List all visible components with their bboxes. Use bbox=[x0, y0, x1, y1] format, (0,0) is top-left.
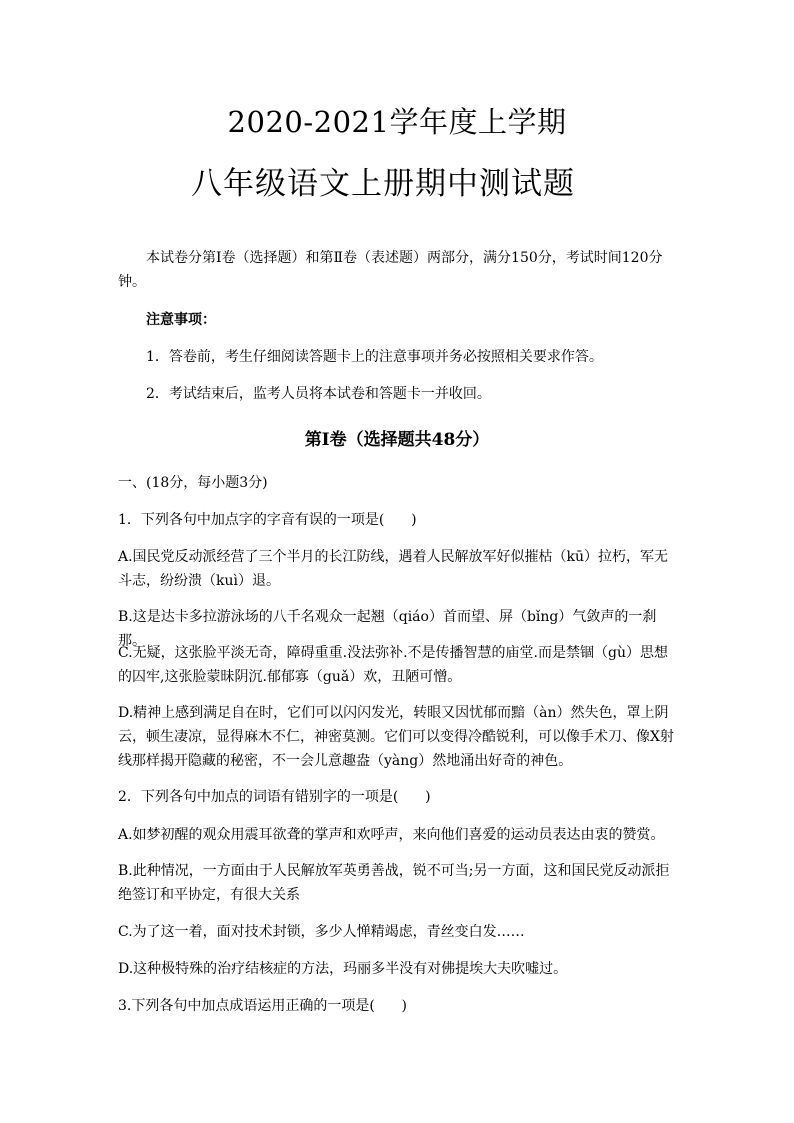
intro-paragraph: 本试卷分第Ⅰ卷（选择题）和第Ⅱ卷（表述题）两部分，满分150分，考试时间120分钟。 bbox=[118, 250, 663, 290]
note-item-1: 1．答卷前，考生仔细阅读答题卡上的注意事项并务必按照相关要求作答。 bbox=[146, 349, 603, 365]
question-2-option-d: D.这种极特殊的治疗结核症的方法，玛丽多半没有对佛提埃大夫吹嘘过。 bbox=[118, 961, 568, 977]
part-heading: 一、(18分，每小题3分) bbox=[118, 475, 268, 491]
question-3-stem: 3.下列各句中加点成语运用正确的一项是( ) bbox=[118, 998, 407, 1014]
document-title-exam: 八年级语文上册期中测试题 bbox=[191, 166, 575, 202]
notes-heading: 注意事项： bbox=[146, 312, 216, 328]
question-2-option-a: A.如梦初醒的观众用震耳欲聋的掌声和欢呼声，来向他们喜爱的运动员表达由衷的赞赏。 bbox=[118, 827, 665, 843]
question-2-option-c: C.为了这一着，面对技术封锁，多少人惮精竭虑，青丝变白发…… bbox=[118, 924, 525, 940]
question-1-stem: 1．下列各句中加点字的字音有误的一项是( ) bbox=[118, 512, 417, 528]
question-2-stem: 2．下列各句中加点的词语有错别字的一项是( ) bbox=[118, 789, 431, 805]
question-1-option-b: B.这是达卡多拉游泳场的八千名观众一起翘（qiáo）首而望、屏（bǐng）气敛声的一刹那。 bbox=[118, 609, 657, 649]
note-item-2: 2．考试结束后，监考人员将本试卷和答题卡一并收回。 bbox=[146, 386, 491, 402]
question-2-option-b: B.此种情况，一方面由于人民解放军英勇善战，锐不可当;另一方面，这和国民党反动派拒绝签订和平协定，有很大关系 bbox=[118, 863, 670, 903]
section-title: 第Ⅰ卷（选择题共48分） bbox=[304, 430, 490, 450]
question-1-option-d: D.精神上感到满足自在时，它们可以闪闪发光，转眼又因忧郁而黯（àn）然失色，罩上阴云，顿生凄凉，显得麻木不仁，神密莫测。它们可以变得冷酷锐利，可以像手术刀、像X射线那样揭开隐藏的秘密，不一会儿意趣盎（yàng）然地涌出好奇的神色。 bbox=[118, 705, 674, 769]
document-title-year: 2020-2021学年度上学期 bbox=[227, 105, 567, 139]
question-1-option-c: C.无疑，这张脸平淡无奇，障碍重重.没法弥补.不是传播智慧的庙堂.而是禁锢（gù）思想的囚牢,这张脸蒙昧阴沉.郁郁寡（guǎ）欢，丑陋可憎。 bbox=[118, 645, 668, 685]
question-1-option-a: A.国民党反动派经营了三个半月的长江防线，遇着人民解放军好似摧枯（kū）拉朽，军无斗志，纷纷溃（kuì）退。 bbox=[118, 549, 669, 589]
